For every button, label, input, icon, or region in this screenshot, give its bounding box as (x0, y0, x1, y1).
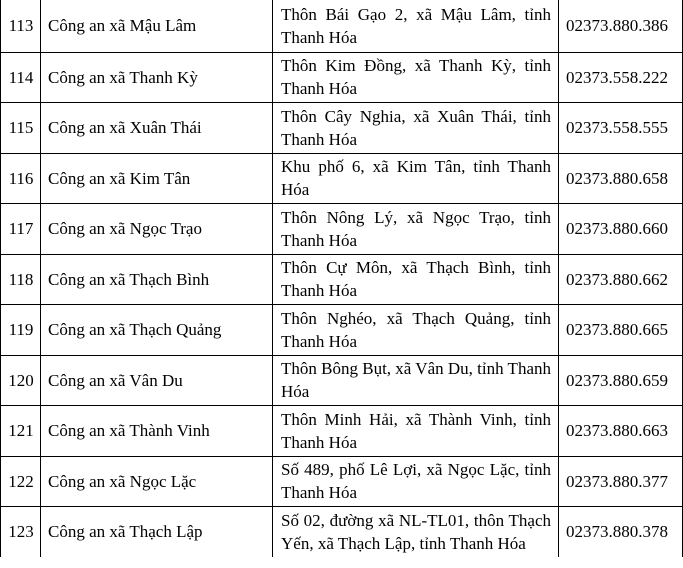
station-phone: 02373.880.378 (559, 507, 683, 557)
station-name: Công an xã Ngọc Lặc (41, 456, 273, 507)
row-number: 119 (1, 305, 41, 356)
row-number: 122 (1, 456, 41, 507)
table-row (1, 355, 683, 406)
row-number: 116 (1, 153, 41, 204)
row-number: 115 (1, 103, 41, 154)
station-phone: 02373.880.377 (559, 456, 683, 507)
table-row (1, 0, 683, 52)
station-name: Công an xã Thành Vinh (41, 406, 273, 457)
table-row (1, 204, 683, 255)
table-row (1, 305, 683, 356)
row-number: 118 (1, 254, 41, 305)
table-row (1, 103, 683, 154)
station-address: Thôn Minh Hải, xã Thành Vinh, tỉnh Thanh Hóa (273, 406, 559, 457)
station-name: Công an xã Vân Du (41, 355, 273, 406)
station-name: Công an xã Thạch Quảng (41, 305, 273, 356)
row-number: 123 (1, 507, 41, 557)
table-row (1, 507, 683, 557)
station-address: Thôn Bông Bụt, xã Vân Du, tỉnh Thanh Hóa (273, 355, 559, 406)
row-number: 120 (1, 355, 41, 406)
station-phone: 02373.880.662 (559, 254, 683, 305)
row-number: 114 (1, 52, 41, 103)
station-address: Thôn Bái Gạo 2, xã Mậu Lâm, tỉnh Thanh Hóa (273, 0, 559, 52)
table-row (1, 406, 683, 457)
station-phone: 02373.558.222 (559, 52, 683, 103)
station-phone: 02373.880.665 (559, 305, 683, 356)
station-address: Thôn Kim Đồng, xã Thanh Kỳ, tỉnh Thanh Hóa (273, 52, 559, 103)
station-name: Công an xã Thạch Lập (41, 507, 273, 557)
station-address: Số 02, đường xã NL-TL01, thôn Thạch Yến, xã Thạch Lập, tỉnh Thanh Hóa (273, 507, 559, 557)
station-phone: 02373.558.555 (559, 103, 683, 154)
table-row (1, 153, 683, 204)
row-number: 113 (1, 0, 41, 52)
station-phone: 02373.880.658 (559, 153, 683, 204)
station-name: Công an xã Thạch Bình (41, 254, 273, 305)
row-number: 121 (1, 406, 41, 457)
station-name: Công an xã Thanh Kỳ (41, 52, 273, 103)
station-phone: 02373.880.660 (559, 204, 683, 255)
row-number: 117 (1, 204, 41, 255)
station-phone: 02373.880.659 (559, 355, 683, 406)
table-row (1, 52, 683, 103)
table-row (1, 456, 683, 507)
table-row (1, 254, 683, 305)
station-name: Công an xã Ngọc Trạo (41, 204, 273, 255)
station-name: Công an xã Kim Tân (41, 153, 273, 204)
station-address: Thôn Cự Môn, xã Thạch Bình, tỉnh Thanh Hóa (273, 254, 559, 305)
station-address: Thôn Nông Lý, xã Ngọc Trạo, tỉnh Thanh Hóa (273, 204, 559, 255)
station-address: Số 489, phố Lê Lợi, xã Ngọc Lặc, tỉnh Thanh Hóa (273, 456, 559, 507)
station-phone: 02373.880.663 (559, 406, 683, 457)
station-address: Khu phố 6, xã Kim Tân, tỉnh Thanh Hóa (273, 153, 559, 204)
station-address: Thôn Cây Nghia, xã Xuân Thái, tỉnh Thanh Hóa (273, 103, 559, 154)
station-phone: 02373.880.386 (559, 0, 683, 52)
station-address: Thôn Nghéo, xã Thạch Quảng, tỉnh Thanh Hóa (273, 305, 559, 356)
station-name: Công an xã Mậu Lâm (41, 0, 273, 52)
station-name: Công an xã Xuân Thái (41, 103, 273, 154)
